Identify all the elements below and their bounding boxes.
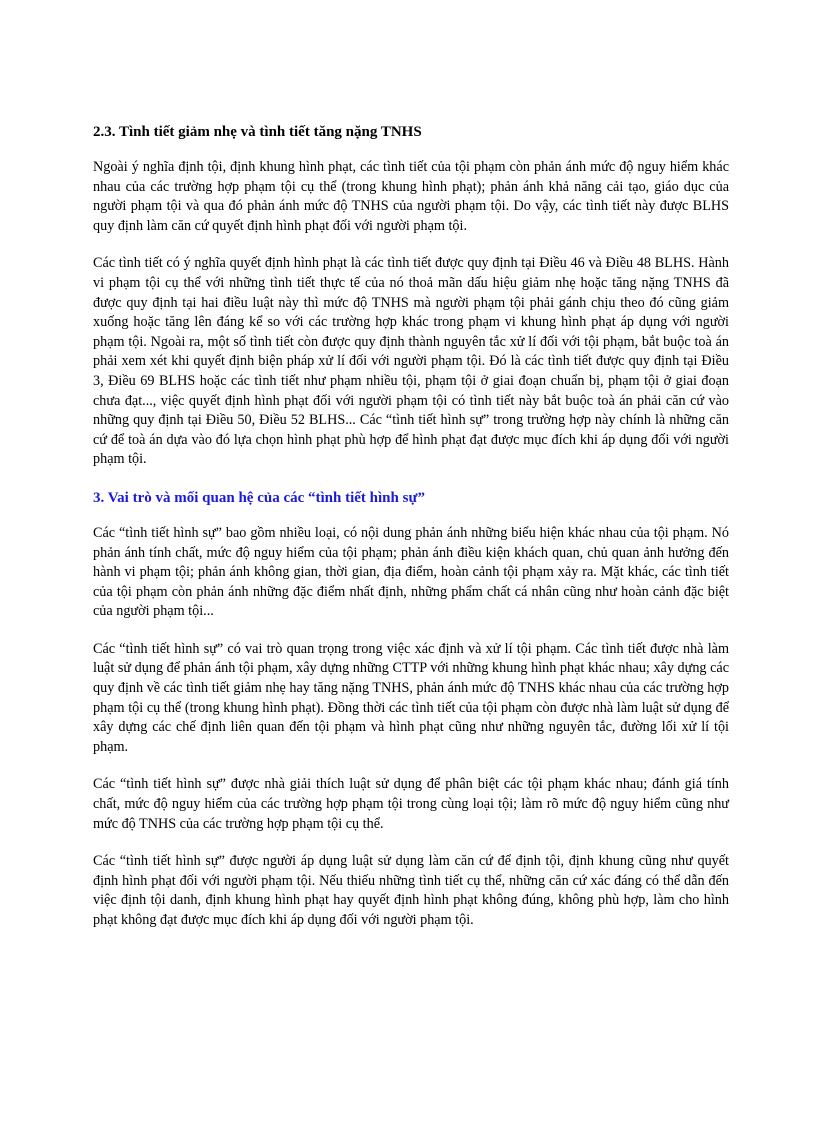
paragraph-2: Các tình tiết có ý nghĩa quyết định hình phạt là các tình tiết được quy định tại Điều 46 và Điều 48 BLHS. Hành vi phạm tội cụ thể với những tình tiết thực tế của nó thoả mãn dấu hiệu giảm nhẹ hoặc tăng nặng TNHS đã được quy định tại hai điều luật này thì mức độ TNHS mà người phạm tội phải gánh chịu theo đó cũng giảm xuống hoặc tăng lên đáng kể so với các trường hợp khác trong phạm vi khung hình phạt áp dụng với người phạm tội. Ngoài ra, một số tình tiết còn được quy định thành nguyên tắc xử lí đối với tội phạm, bắt buộc toà án phải xem xét khi quyết định biện pháp xử lí đối với người phạm tội. Đó là các tình tiết được quy định tại Điều 3, Điều 69 BLHS hoặc các tình tiết như phạm nhiều tội, phạm tội ở giai đoạn chuẩn bị, phạm tội ở giai đoạn chưa đạt..., việc quyết định hình phạt đối với người phạm tội có tình tiết này bắt buộc toà án phải căn cứ vào những quy định tại Điều 50, Điều 52 BLHS... Các “tình tiết hình sự” trong trường hợp này chính là những căn cứ để toà án dựa vào đó lựa chọn hình phạt phù hợp để hình phạt đạt được mục đích khi áp dụng đối với người phạm tội. — [93, 255, 729, 468]
section-heading-2-3: 2.3. Tình tiết giảm nhẹ và tình tiết tăng nặng TNHS — [93, 124, 422, 140]
paragraph-1: Ngoài ý nghĩa định tội, định khung hình phạt, các tình tiết của tội phạm còn phản ánh mức độ nguy hiểm khác nhau của các trường hợp phạm tội cụ thể (trong khung hình phạt); phản ánh khả năng cải tạo, giáo dục của người phạm tội và qua đó phản ánh mức độ TNHS của người phạm tội. Do vậy, các tình tiết này được BLHS quy định làm căn cứ quyết định hình phạt đối với người phạm tội. — [93, 159, 729, 234]
paragraph-4: Các “tình tiết hình sự” có vai trò quan trọng trong việc xác định và xử lí tội phạm. Các tình tiết được nhà làm luật sử dụng để phản ánh tội phạm, xây dựng những CTTP với những khung hình phạt khác nhau; xây dựng các quy định về các tình tiết giảm nhẹ hay tăng nặng TNHS, phản ánh mức độ TNHS khác nhau của các trường hợp phạm tội cụ thể (trong khung hình phạt). Đồng thời các tình tiết của tội phạm còn được nhà làm luật sử dụng để xây dựng các chế định liên quan đến tội phạm và hình phạt cũng như những nguyên tắc, đường lối xử lí tội phạm. — [93, 640, 729, 755]
section-heading-3: 3. Vai trò và mối quan hệ của các “tình tiết hình sự” — [93, 489, 425, 506]
paragraph-5: Các “tình tiết hình sự” được nhà giải thích luật sử dụng để phân biệt các tội phạm khác nhau; đánh giá tính chất, mức độ nguy hiểm của các trường hợp phạm tội trong cùng loại tội; làm rõ mức độ nguy hiểm cũng như mức độ TNHS của các trường hợp phạm tội cụ thể. — [93, 776, 729, 832]
paragraph-6: Các “tình tiết hình sự” được người áp dụng luật sử dụng làm căn cứ để định tội, định khung cũng như quyết định hình phạt đối với người phạm tội. Nếu thiếu những tình tiết cụ thể, những căn cứ xác đáng có thể dẫn đến việc định tội danh, định khung hình phạt hay quyết định hình phạt không đúng, không phù hợp, làm cho hình phạt không đạt được mục đích khi áp dụng đối với người phạm tội. — [93, 853, 729, 928]
paragraph-3: Các “tình tiết hình sự” bao gồm nhiều loại, có nội dung phản ánh những biểu hiện khác nhau của tội phạm. Nó phản ánh tính chất, mức độ nguy hiểm của tội phạm; phản ánh điều kiện khách quan, chủ quan ảnh hưởng đến hành vi phạm tội; phản ánh không gian, thời gian, địa điểm, hoàn cảnh tội phạm xảy ra. Mặt khác, các tình tiết của tội phạm còn phản ánh những đặc điểm nhất định, những phẩm chất cá nhân cũng như hoàn cảnh đặc biệt của người phạm tội... — [93, 524, 729, 620]
document-body — [93, 122, 729, 949]
